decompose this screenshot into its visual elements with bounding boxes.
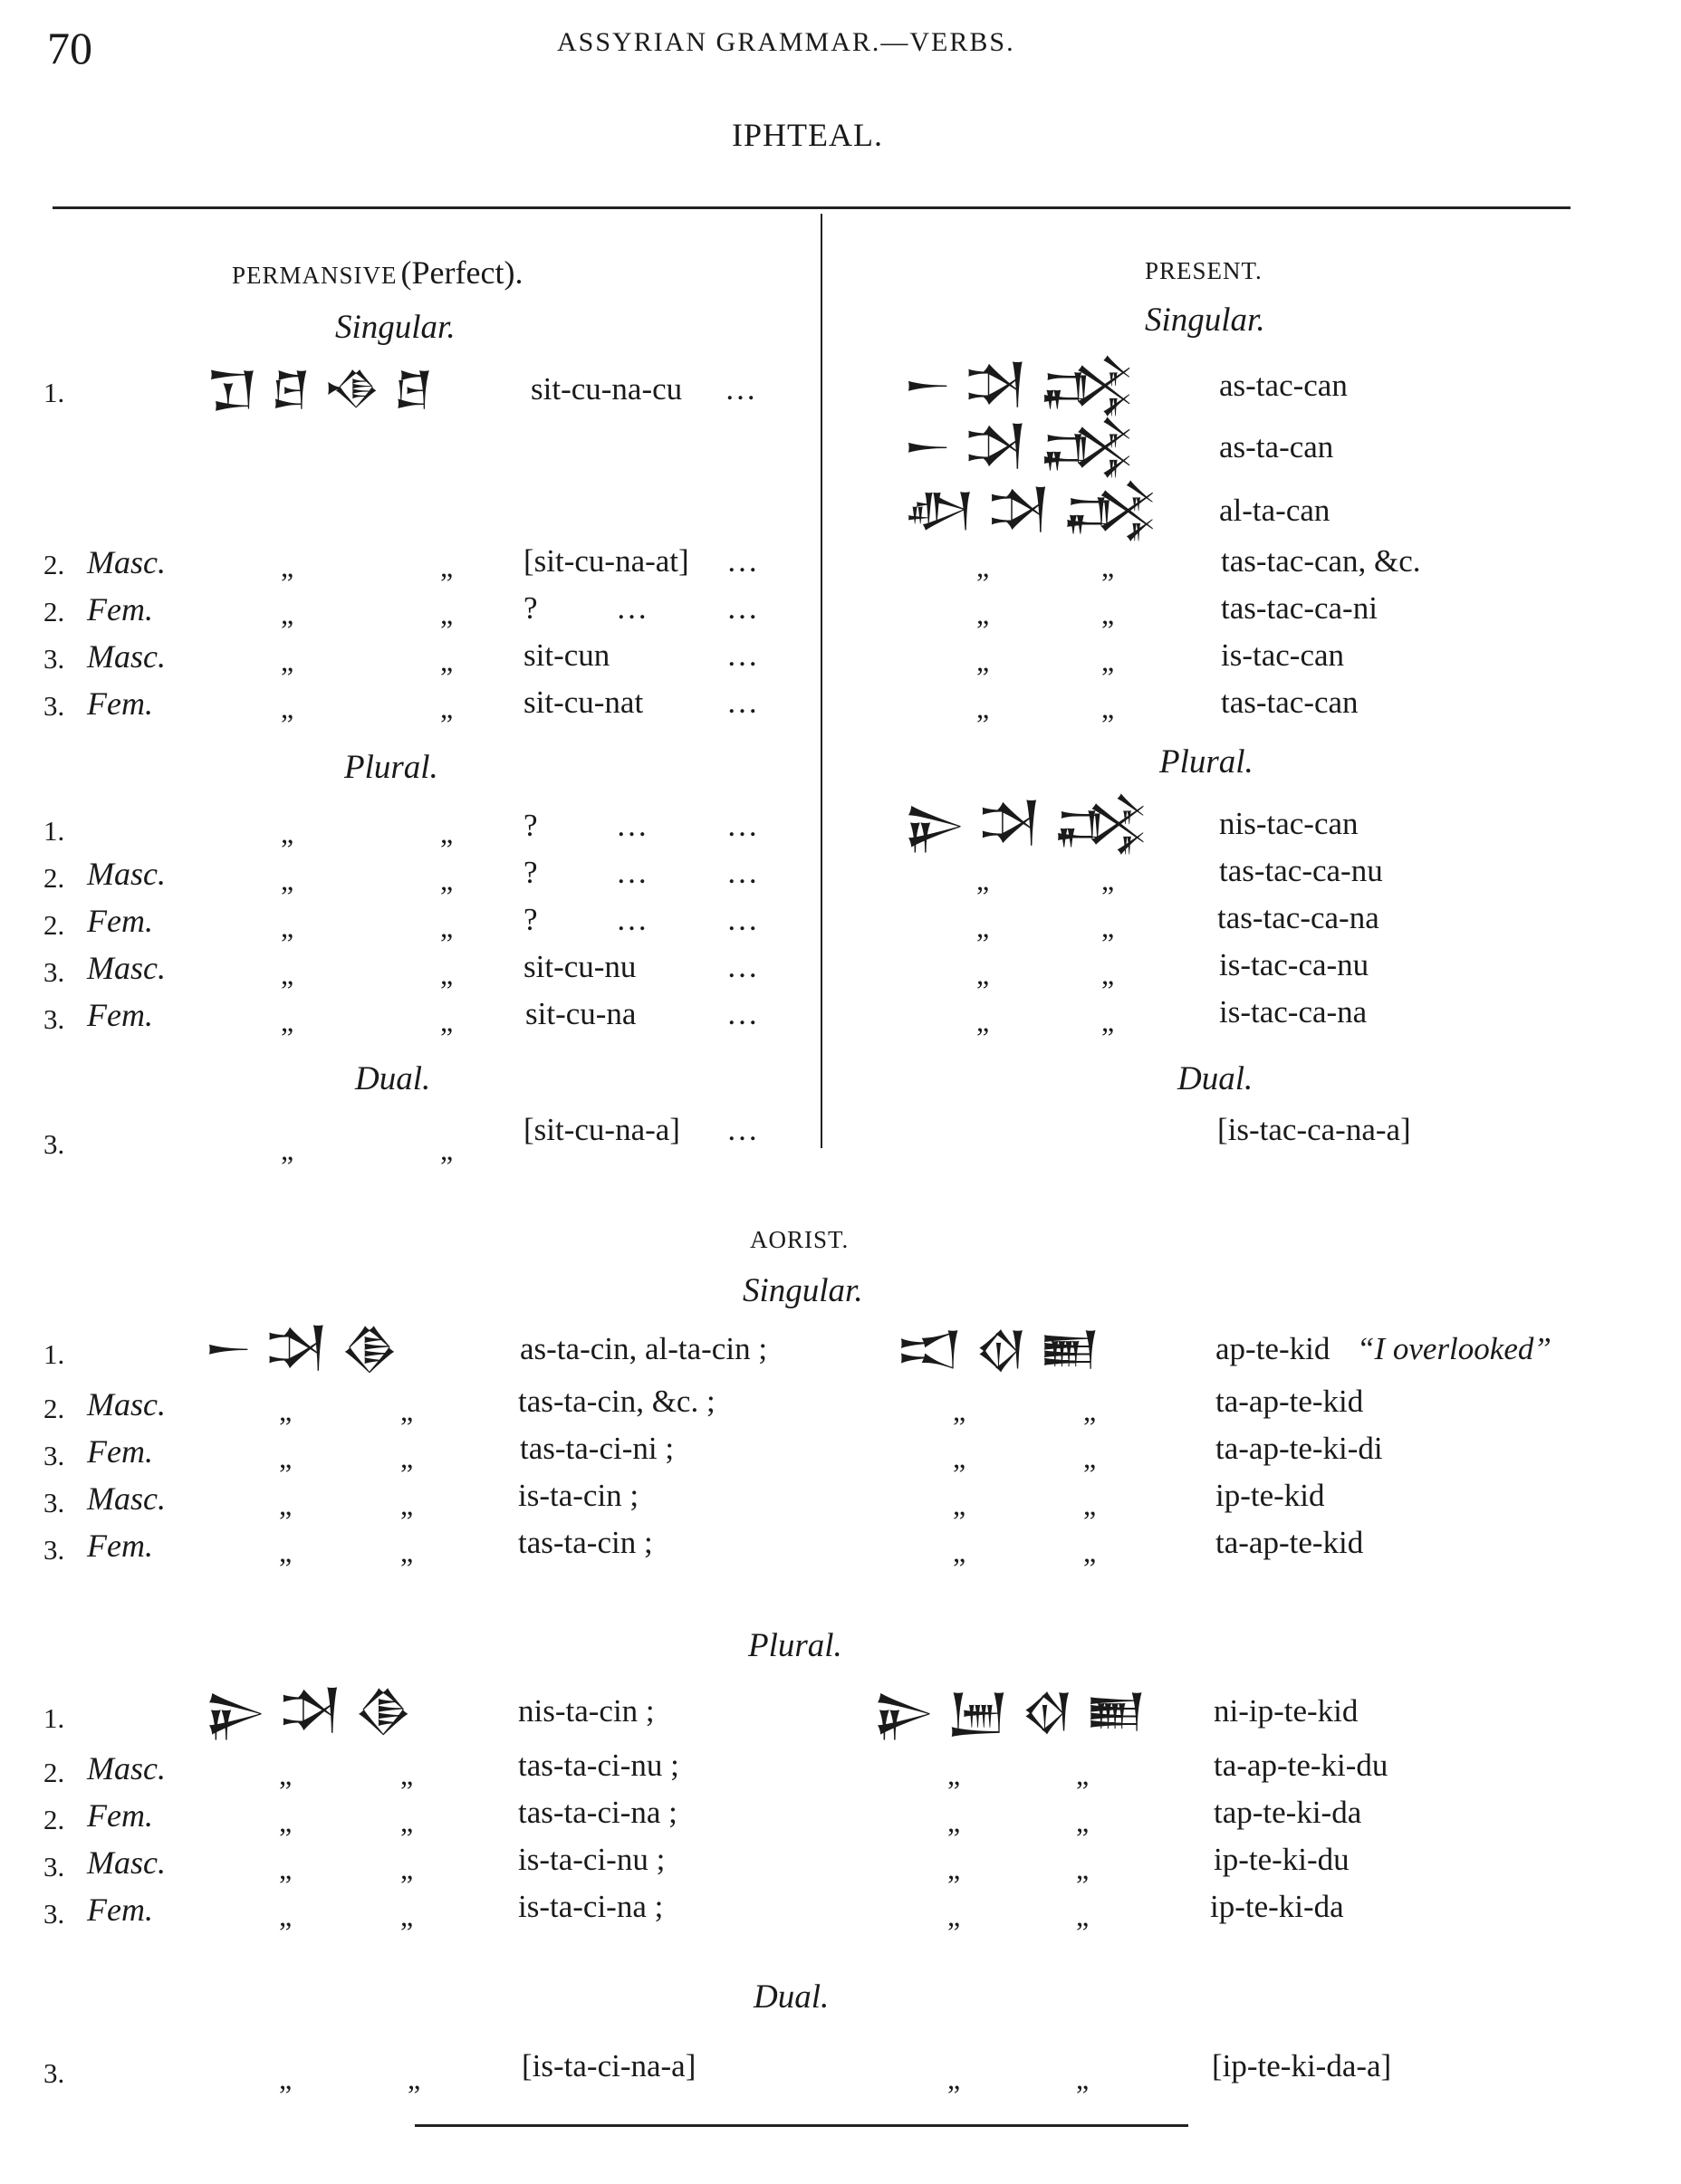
ditto-mark: „ bbox=[400, 1536, 414, 1568]
ditto-mark: „ bbox=[440, 598, 454, 630]
ditto-mark: „ bbox=[1101, 864, 1115, 896]
ditto-mark: „ bbox=[1101, 958, 1115, 991]
ditto-mark: „ bbox=[400, 1394, 414, 1427]
top-rule bbox=[53, 206, 1571, 209]
ditto-mark: „ bbox=[440, 911, 454, 944]
ditto-mark: „ bbox=[400, 1853, 414, 1885]
row-translit: sit-cu-nat bbox=[524, 685, 644, 720]
pres-translit: tas-tac-can bbox=[1221, 685, 1359, 720]
row-gender: Masc. bbox=[87, 950, 166, 986]
ditto-mark: „ bbox=[281, 598, 294, 630]
page-number: 70 bbox=[47, 23, 92, 73]
ditto-mark: „ bbox=[400, 1900, 414, 1932]
ditto-mark: „ bbox=[953, 1489, 966, 1521]
row-translit: ? bbox=[524, 590, 538, 626]
aorist-translit-b: ip-te-ki-du bbox=[1214, 1842, 1350, 1877]
ditto-mark: „ bbox=[1101, 1005, 1115, 1038]
row-trail: … bbox=[726, 590, 758, 626]
aorist-translit-a: tas-ta-ci-na ; bbox=[518, 1795, 677, 1830]
aorist-translit-b: ta-ap-te-kid bbox=[1215, 1525, 1364, 1560]
ditto-mark: „ bbox=[281, 864, 294, 896]
ditto-mark: „ bbox=[440, 1005, 454, 1038]
ditto-mark: „ bbox=[947, 1900, 961, 1932]
ditto-mark: „ bbox=[1076, 1758, 1090, 1791]
aorist-translit-a: is-ta-ci-na ; bbox=[518, 1889, 664, 1924]
aorist-translit-a: is-ta-cin ; bbox=[518, 1478, 639, 1513]
aorist-sg1-cuneiform-b: 𒀊𒋼𒆤 bbox=[897, 1322, 1113, 1375]
aorist-sg1-translit-b: ap-te-kid bbox=[1215, 1331, 1330, 1366]
row-trail: … bbox=[726, 808, 758, 843]
ditto-mark: „ bbox=[953, 1394, 966, 1427]
aorist-translit-b: [ip-te-ki-da-a] bbox=[1212, 2048, 1392, 2083]
ditto-mark: „ bbox=[1101, 645, 1115, 677]
pres-translit: tas-tac-ca-ni bbox=[1221, 590, 1378, 626]
ditto-mark: „ bbox=[408, 2063, 421, 2095]
section-title: IPHTEAL. bbox=[732, 117, 883, 153]
row-gender: Masc. bbox=[87, 544, 166, 580]
present-plural-heading: Plural. bbox=[1159, 743, 1254, 781]
row-number: 2. bbox=[43, 1757, 65, 1788]
present-dual-heading: Dual. bbox=[1177, 1060, 1254, 1097]
ditto-mark: „ bbox=[976, 645, 990, 677]
ditto-mark: „ bbox=[281, 645, 294, 677]
pres-sg-signs-2: 𒀸𒋫𒃶 bbox=[904, 420, 1148, 473]
permansive-heading bbox=[232, 254, 523, 292]
ditto-mark: „ bbox=[1076, 1900, 1090, 1932]
present-singular-heading: Singular. bbox=[1145, 302, 1265, 339]
row-number: 3. bbox=[43, 2057, 65, 2089]
row-number: 2. bbox=[43, 596, 65, 627]
aorist-translit-b: ip-te-kid bbox=[1215, 1478, 1325, 1513]
permansive-heading-rest: (Perfect). bbox=[400, 254, 524, 291]
row-number: 1. bbox=[43, 1338, 65, 1370]
ditto-mark: „ bbox=[440, 1134, 454, 1166]
row-gender: Fem. bbox=[87, 997, 153, 1033]
ditto-mark: „ bbox=[1083, 1489, 1097, 1521]
ditto-mark: „ bbox=[440, 692, 454, 724]
row-mid: … bbox=[616, 855, 648, 890]
aorist-translit-b: ip-te-ki-da bbox=[1210, 1889, 1344, 1924]
row-trail: … bbox=[726, 949, 758, 984]
pres-translit: tas-tac-ca-na bbox=[1217, 900, 1379, 935]
row-gender: Masc. bbox=[87, 1844, 166, 1881]
row-number: 3. bbox=[43, 956, 65, 988]
pres-dual-translit: [is-tac-ca-na-a] bbox=[1217, 1112, 1411, 1147]
pres-translit: nis-tac-can bbox=[1219, 806, 1359, 841]
aorist-translit-b: ta-ap-te-kid bbox=[1215, 1384, 1364, 1419]
permansive-singular-heading: Singular. bbox=[335, 309, 456, 346]
pres-sg-signs-1: 𒀸𒋫𒃶 bbox=[904, 359, 1148, 411]
row-gender: Fem. bbox=[87, 1528, 153, 1564]
row-translit: ? bbox=[524, 855, 538, 890]
bottom-rule bbox=[415, 2124, 1188, 2127]
row-translit: sit-cu-nu bbox=[524, 949, 637, 984]
ditto-mark: „ bbox=[953, 1442, 966, 1474]
row-mid: … bbox=[616, 808, 648, 843]
row-trail: … bbox=[726, 543, 758, 579]
aorist-translit-a: tas-ta-ci-nu ; bbox=[518, 1748, 679, 1783]
perm-dual-number: 3. bbox=[43, 1128, 65, 1160]
aorist-pl1-translit-a: nis-ta-cin ; bbox=[518, 1693, 655, 1729]
ditto-mark: „ bbox=[400, 1758, 414, 1791]
row-trail: … bbox=[726, 685, 758, 720]
row-gender: Fem. bbox=[87, 1797, 153, 1834]
ditto-mark: „ bbox=[947, 1758, 961, 1791]
row-gender: Fem. bbox=[87, 591, 153, 627]
perm-sg1-translit: sit-cu-na-cu bbox=[531, 371, 683, 407]
ditto-mark: „ bbox=[947, 2063, 961, 2095]
row-number: 1. bbox=[43, 1702, 65, 1734]
ditto-mark: „ bbox=[281, 1005, 294, 1038]
ditto-mark: „ bbox=[976, 1005, 990, 1038]
ditto-mark: „ bbox=[281, 692, 294, 724]
row-gender: Fem. bbox=[87, 1892, 153, 1928]
row-number: 2. bbox=[43, 909, 65, 941]
row-trail: … bbox=[726, 996, 758, 1031]
ditto-mark: „ bbox=[1083, 1442, 1097, 1474]
row-gender: Masc. bbox=[87, 1750, 166, 1786]
ditto-mark: „ bbox=[400, 1489, 414, 1521]
row-gender: Fem. bbox=[87, 903, 153, 939]
row-number: 2. bbox=[43, 549, 65, 580]
aorist-translit-b: tap-te-ki-da bbox=[1214, 1795, 1362, 1830]
aorist-translit-b: ta-ap-te-ki-di bbox=[1215, 1431, 1383, 1466]
perm-dual-trail: … bbox=[726, 1112, 758, 1147]
ditto-mark: „ bbox=[1083, 1536, 1097, 1568]
permansive-dual-heading: Dual. bbox=[355, 1060, 431, 1097]
aorist-translit-a: tas-ta-cin ; bbox=[518, 1525, 653, 1560]
row-translit: [sit-cu-na-at] bbox=[524, 543, 689, 579]
aorist-plural-heading: Plural. bbox=[748, 1627, 842, 1664]
permansive-heading-sc: PERMANSIVE bbox=[232, 262, 398, 289]
aorist-translit-b: ta-ap-te-ki-du bbox=[1214, 1748, 1388, 1783]
ditto-mark: „ bbox=[279, 2063, 293, 2095]
ditto-mark: „ bbox=[976, 551, 990, 583]
row-translit: ? bbox=[524, 902, 538, 937]
aorist-pl1-cuneiform-b: 𒉌𒅁𒋼𒆤 bbox=[873, 1684, 1159, 1737]
aorist-singular-heading: Singular. bbox=[743, 1272, 863, 1309]
ditto-mark: „ bbox=[279, 1536, 293, 1568]
ditto-mark: „ bbox=[279, 1806, 293, 1838]
aorist-heading: AORIST. bbox=[750, 1226, 850, 1253]
pres-sg-translit-1: as-tac-can bbox=[1219, 368, 1348, 403]
ditto-mark: „ bbox=[976, 864, 990, 896]
row-number: 3. bbox=[43, 1898, 65, 1930]
ditto-mark: „ bbox=[279, 1758, 293, 1791]
row-gender: Masc. bbox=[87, 1480, 166, 1517]
perm-sg1-trail: … bbox=[725, 371, 756, 407]
pres-sg-translit-3: al-ta-can bbox=[1219, 493, 1330, 528]
row-number: 3. bbox=[43, 643, 65, 675]
pres-translit: tas-tac-can, &c. bbox=[1221, 543, 1421, 579]
ditto-mark: „ bbox=[279, 1394, 293, 1427]
pres-sg-signs-3: 𒀠𒋫𒃶 bbox=[904, 484, 1170, 536]
ditto-mark: „ bbox=[976, 958, 990, 991]
row-number: 3. bbox=[43, 1487, 65, 1518]
ditto-mark: „ bbox=[281, 551, 294, 583]
ditto-mark: „ bbox=[440, 958, 454, 991]
ditto-mark: „ bbox=[976, 911, 990, 944]
row-trail: … bbox=[726, 637, 758, 673]
aorist-translit-a: tas-ta-cin, &c. ; bbox=[518, 1384, 716, 1419]
row-translit: ? bbox=[524, 808, 538, 843]
ditto-mark: „ bbox=[1076, 2063, 1090, 2095]
row-number: 2. bbox=[43, 1393, 65, 1424]
ditto-mark: „ bbox=[440, 551, 454, 583]
pres-translit: is-tac-can bbox=[1221, 637, 1345, 673]
column-divider bbox=[821, 214, 822, 1148]
ditto-mark: „ bbox=[1101, 911, 1115, 944]
running-head: ASSYRIAN GRAMMAR.—VERBS. bbox=[557, 27, 1015, 57]
pres-translit: tas-tac-ca-nu bbox=[1219, 853, 1383, 888]
row-gender: Fem. bbox=[87, 1433, 153, 1470]
row-translit: sit-cun bbox=[524, 637, 610, 673]
row-number: 2. bbox=[43, 1804, 65, 1835]
pres-pl1-cuneiform: 𒉌𒋫𒃶 bbox=[904, 797, 1161, 849]
ditto-mark: „ bbox=[440, 645, 454, 677]
ditto-mark: „ bbox=[1101, 551, 1115, 583]
perm-sg1-cuneiform: 𒋛𒆪𒈾𒆪 bbox=[207, 362, 447, 415]
ditto-mark: „ bbox=[947, 1806, 961, 1838]
row-gender: Masc. bbox=[87, 856, 166, 892]
perm-dual-translit: [sit-cu-na-a] bbox=[524, 1112, 680, 1147]
row-number: 3. bbox=[43, 1534, 65, 1566]
ditto-mark: „ bbox=[281, 911, 294, 944]
aorist-sg1-translit-a: as-ta-cin, al-ta-cin ; bbox=[520, 1331, 768, 1366]
row-number: 2. bbox=[43, 862, 65, 894]
ditto-mark: „ bbox=[1083, 1394, 1097, 1427]
row-trail: … bbox=[726, 902, 758, 937]
ditto-mark: „ bbox=[976, 598, 990, 630]
aorist-translit-a: tas-ta-ci-ni ; bbox=[520, 1431, 675, 1466]
ditto-mark: „ bbox=[281, 817, 294, 849]
ditto-mark: „ bbox=[947, 1853, 961, 1885]
aorist-sg1-cuneiform-a: 𒀸𒋫𒆠 bbox=[205, 1322, 412, 1375]
aorist-pl1-cuneiform-a: 𒉌𒋫𒆠 bbox=[205, 1684, 426, 1737]
row-trail: … bbox=[726, 855, 758, 890]
aorist-sg1-gloss: “I overlooked” bbox=[1357, 1331, 1551, 1366]
permansive-plural-heading: Plural. bbox=[344, 749, 438, 786]
pres-translit: is-tac-ca-na bbox=[1219, 994, 1368, 1030]
ditto-mark: „ bbox=[279, 1900, 293, 1932]
ditto-mark: „ bbox=[953, 1536, 966, 1568]
ditto-mark: „ bbox=[279, 1853, 293, 1885]
row-number: 3. bbox=[43, 1003, 65, 1035]
row-number: 3. bbox=[43, 1851, 65, 1882]
row-number: 3. bbox=[43, 690, 65, 722]
ditto-mark: „ bbox=[279, 1489, 293, 1521]
ditto-mark: „ bbox=[1076, 1806, 1090, 1838]
ditto-mark: „ bbox=[976, 692, 990, 724]
ditto-mark: „ bbox=[440, 817, 454, 849]
ditto-mark: „ bbox=[400, 1442, 414, 1474]
ditto-mark: „ bbox=[281, 1134, 294, 1166]
row-gender: Masc. bbox=[87, 638, 166, 675]
pres-translit: is-tac-ca-nu bbox=[1219, 947, 1369, 982]
ditto-mark: „ bbox=[279, 1442, 293, 1474]
row-number: 1. bbox=[43, 815, 65, 847]
perm-sg1-number: 1. bbox=[43, 377, 65, 408]
row-mid: … bbox=[616, 590, 648, 626]
aorist-translit-a: is-ta-ci-nu ; bbox=[518, 1842, 666, 1877]
ditto-mark: „ bbox=[1101, 692, 1115, 724]
row-translit: sit-cu-na bbox=[525, 996, 637, 1031]
ditto-mark: „ bbox=[1076, 1853, 1090, 1885]
pres-sg-translit-2: as-ta-can bbox=[1219, 429, 1334, 465]
ditto-mark: „ bbox=[281, 958, 294, 991]
present-heading: PRESENT. bbox=[1145, 257, 1263, 284]
ditto-mark: „ bbox=[400, 1806, 414, 1838]
ditto-mark: „ bbox=[440, 864, 454, 896]
row-gender: Masc. bbox=[87, 1386, 166, 1422]
row-number: 3. bbox=[43, 1440, 65, 1471]
aorist-dual-heading: Dual. bbox=[754, 1978, 830, 2016]
aorist-pl1-translit-b: ni-ip-te-kid bbox=[1214, 1693, 1359, 1729]
row-mid: … bbox=[616, 902, 648, 937]
aorist-translit-a: [is-ta-ci-na-a] bbox=[522, 2048, 696, 2083]
row-gender: Fem. bbox=[87, 685, 153, 722]
ditto-mark: „ bbox=[1101, 598, 1115, 630]
